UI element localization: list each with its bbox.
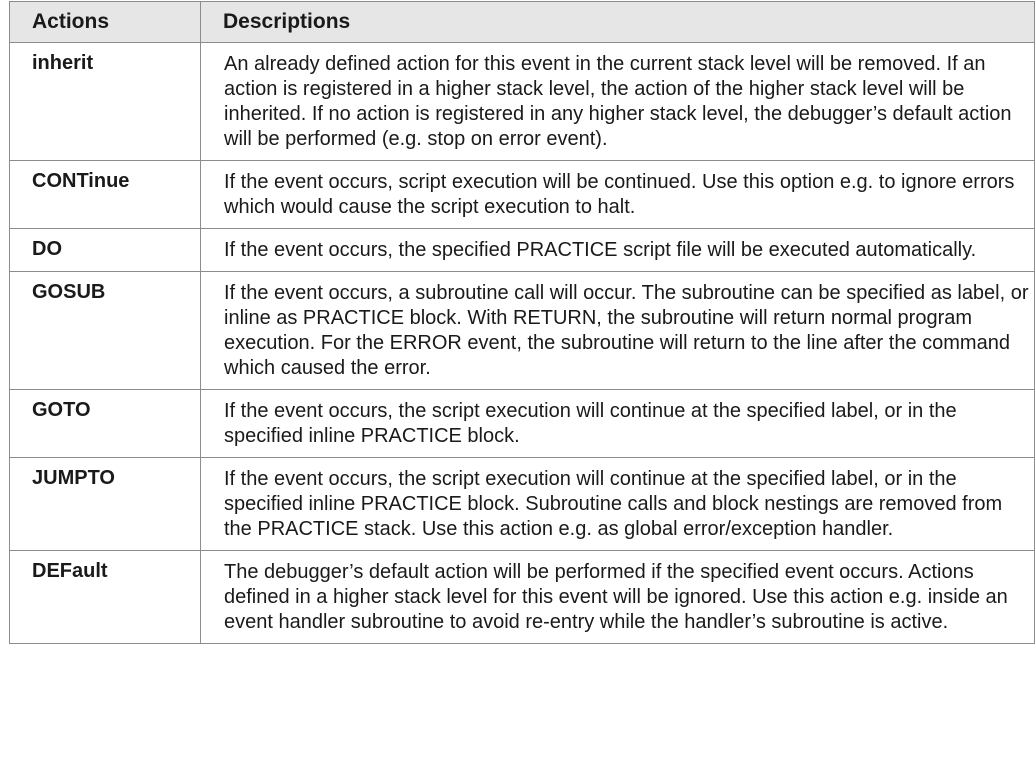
actions-table xyxy=(9,1,1035,644)
action-description: The debugger’s default action will be performed if the specified event occurs. Actions defined in a higher stack level for this event will be ignored. Use this action e.g. inside an event handler subroutine to avoid re-entry while the handler’s subroutine is active. xyxy=(201,551,1035,644)
action-description: If the event occurs, the script execution will continue at the specified label, or in the specified inline PRACTICE block. Subroutine calls and block nestings are removed from the PRACTICE stack. Use this action e.g. as global error/exception handler. xyxy=(201,458,1035,551)
action-description: If the event occurs, the specified PRACTICE script file will be executed automatically. xyxy=(201,229,1035,272)
table-row xyxy=(10,43,1035,161)
action-name: DO xyxy=(10,229,201,272)
action-description: If the event occurs, script execution will be continued. Use this option e.g. to ignore errors which would cause the script execution to halt. xyxy=(201,161,1035,229)
action-name: CONTinue xyxy=(10,161,201,229)
action-name: inherit xyxy=(10,43,201,161)
action-description: If the event occurs, a subroutine call will occur. The subroutine can be specified as label, or inline as PRACTICE block. With RETURN, the subroutine will return normal program execution. For the ERROR event, the subroutine will return to the line after the command which caused the error. xyxy=(201,272,1035,390)
action-name: GOTO xyxy=(10,390,201,458)
table-row xyxy=(10,272,1035,390)
table-row xyxy=(10,551,1035,644)
action-description: If the event occurs, the script execution will continue at the specified label, or in the specified inline PRACTICE block. xyxy=(201,390,1035,458)
column-header-actions: Actions xyxy=(10,2,201,43)
table-row xyxy=(10,161,1035,229)
action-name: JUMPTO xyxy=(10,458,201,551)
action-description: An already defined action for this event in the current stack level will be removed. If an action is registered in a higher stack level, the action of the higher stack level will be inherited. If no action is registered in any higher stack level, the debugger’s default action will be performed (e.g. stop on error event). xyxy=(201,43,1035,161)
table-row xyxy=(10,229,1035,272)
column-header-descriptions: Descriptions xyxy=(201,2,1035,43)
action-name: GOSUB xyxy=(10,272,201,390)
table-row xyxy=(10,458,1035,551)
table-header-row xyxy=(10,2,1035,43)
action-name: DEFault xyxy=(10,551,201,644)
table-row xyxy=(10,390,1035,458)
